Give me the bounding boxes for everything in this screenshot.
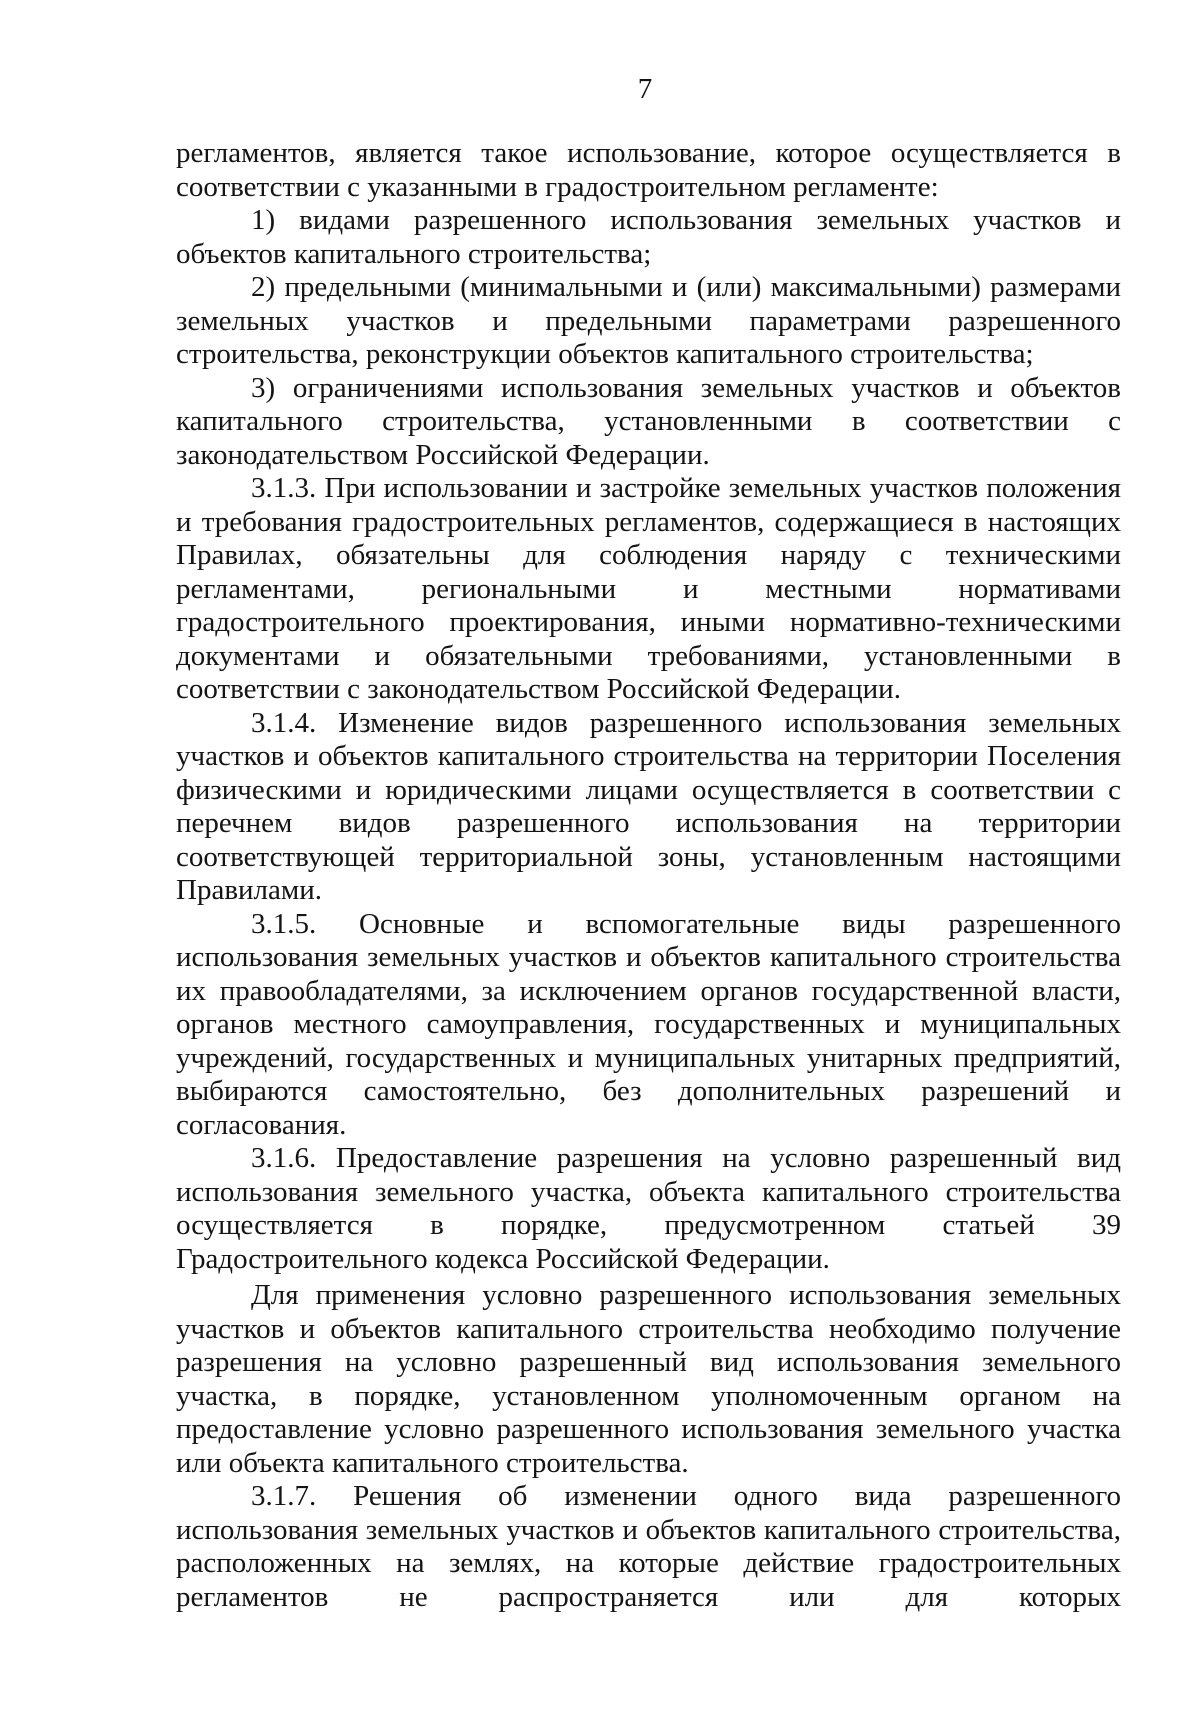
- document-body: [176, 137, 1121, 1614]
- paragraph-3-1-4: 3.1.4. Изменение видов разрешенного использования земельных участков и объектов капитального строительства на территории Поселения физическими и юридическими лицами осуществляется в соответствии с перечнем видов разрешенного использования на территории соответствующей территориальной зоны, установленным настоящими Правилами.: [176, 706, 1121, 906]
- paragraph-3-1-7: 3.1.7. Решения об изменении одного вида разрешенного использования земельных участков и объектов капитального строительства, расположенных на землях, на которые действие градостроительных регламентов не распространяется или для которых: [176, 1480, 1121, 1613]
- page-number: 7: [637, 73, 653, 105]
- paragraph-3-1-6: 3.1.6. Предоставление разрешения на условно разрешенный вид использования земельного участка, объекта капитального строительства осуществляется в порядке, предусмотренном статьей 39 Градостроительного кодекса Российской Федерации.: [176, 1142, 1121, 1275]
- paragraph-list-item-1: 1) видами разрешенного использования земельных участков и объектов капитального строительства;: [176, 204, 1121, 270]
- paragraph-list-item-2: 2) предельными (минимальными и (или) максимальными) размерами земельных участков и предельными параметрами разрешенного строительства, реконструкции объектов капитального строительства;: [176, 271, 1121, 370]
- paragraph-3-1-3: 3.1.3. При использовании и застройке земельных участков положения и требования градостроительных регламентов, содержащиеся в настоящих Правилах, обязательны для соблюдения наряду с техническими регламентами, региональными и местными нормативами градостроительного проектирования, иными нормативно-техническими документами и обязательными требованиями, установленными в соответствии с законодательством Российской Федерации.: [176, 472, 1121, 705]
- paragraph-3-1-5: 3.1.5. Основные и вспомогательные виды разрешенного использования земельных участков и объектов капитального строительства их правообладателями, за исключением органов государственной власти, органов местного самоуправления, государственных и муниципальных учреждений, государственных и муниципальных унитарных предприятий, выбираются самостоятельно, без дополнительных разрешений и согласования.: [176, 907, 1121, 1141]
- paragraph-conditional-use: Для применения условно разрешенного использования земельных участков и объектов капитального строительства необходимо получение разрешения на условно разрешенный вид использования земельного участка, в порядке, установленном уполномоченным органом на предоставление условно разрешенного использования земельного участка или объекта капитального строительства.: [176, 1279, 1121, 1479]
- paragraph-list-item-3: 3) ограничениями использования земельных участков и объектов капитального строительства, установленными в соответствии с законодательством Российской Федерации.: [176, 371, 1121, 471]
- paragraph-continuation: регламентов, является такое использование, которое осуществляется в соответствии с указанными в градостроительном регламенте:: [176, 137, 1121, 203]
